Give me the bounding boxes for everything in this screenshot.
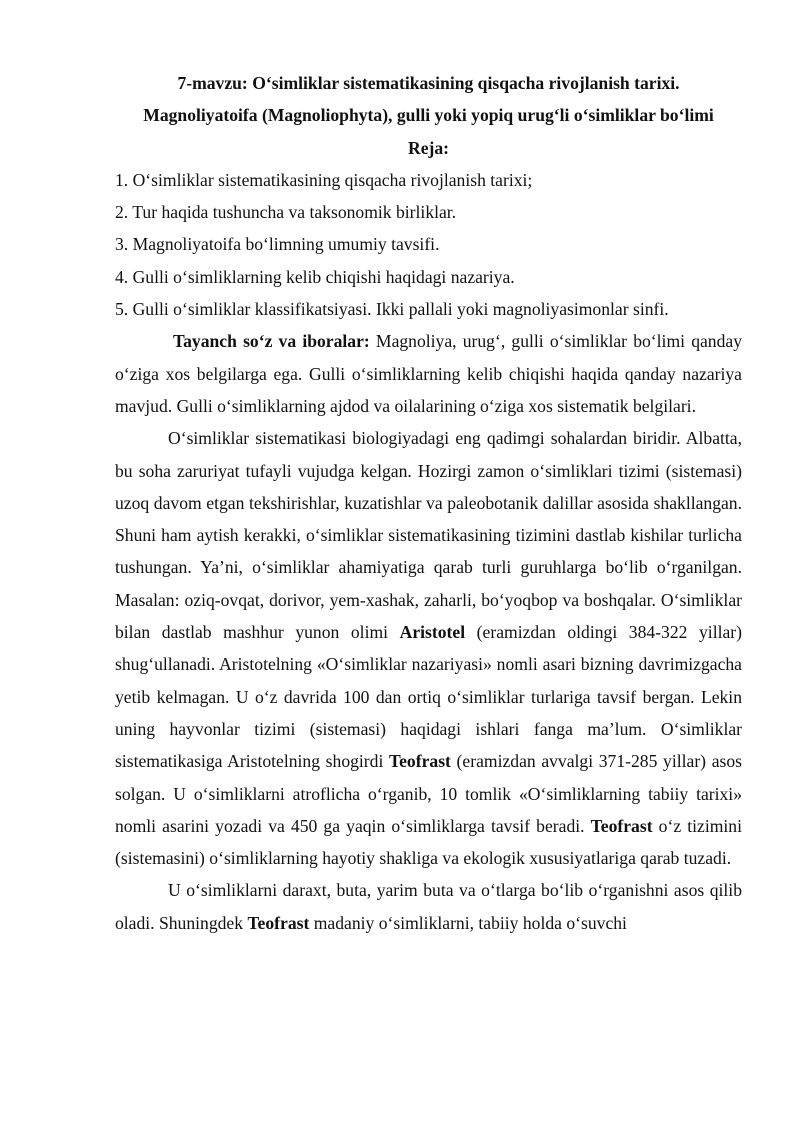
plan-item: 5. Gulli o‘simliklar klassifikatsiyasi. Ikki pallali yoki magnoliyasimonlar sinfi. (115, 299, 669, 320)
paragraph-text: madaniy o‘simliklarni, tabiiy holda o‘suvchi (309, 912, 627, 933)
name-teofrast: Teofrast (247, 912, 310, 933)
name-teofrast: Teofrast (590, 815, 653, 836)
name-aristotel: Aristotel (399, 622, 466, 643)
page-title-line-1: 7-mavzu: O‘simliklar sistematikasining qisqacha rivojlanish tarixi. (177, 73, 680, 93)
plan-list (115, 164, 742, 325)
keywords-label: Tayanch so‘z va iboralar: (173, 331, 370, 352)
name-teofrast: Teofrast (389, 751, 451, 772)
paragraph-text: U o‘simliklarni daraxt, buta, yarim buta va o‘tlarga bo‘lib o‘rganishni asos qilib oladi. Shuningdek (115, 880, 742, 933)
page-title-line-2: Magnoliyatoifa (Magnoliophyta), gulli yoki yopiq urug‘li o‘simliklar bo‘limi (143, 105, 714, 126)
keywords-paragraph (115, 325, 742, 422)
body-paragraph-2 (115, 874, 742, 939)
plan-heading: Reja: (407, 137, 450, 158)
document-page (115, 67, 742, 939)
plan-item: 2. Tur haqida tushuncha va taksonomik birliklar. (115, 202, 457, 223)
paragraph-text: (eramizdan oldingi 384-322 yillar) shug‘ullanadi. Aristotelning «O‘simliklar nazariyasi» nomli asari bizning davrimizgacha yetib kelmagan. U o‘z davrida 100 dan ortiq o‘simliklar turlariga tavsif bergan. Lekin uning hayvonlar tizimi (sistemasi) haqidagi ishlari fanga ma’lum. O‘simliklar sistematikasiga Aristotelning shogirdi (115, 622, 742, 772)
plan-item: 3. Magnoliyatoifa bo‘limning umumiy tavsifi. (115, 234, 440, 255)
paragraph-text: o‘z tizimini (sistemasini) o‘simliklarning hayotiy shakliga va ekologik xususiyatlariga qarab tuzadi. (115, 815, 742, 869)
paragraph-text: (eramizdan avvalgi 371-285 yillar) asos solgan. U o‘simliklarni atroflicha o‘rganib, 10 tomlik «O‘simliklarning tabiiy tarixi» nomli asarini yozadi va 450 ga yaqin o‘simliklarga tavsif beradi. (115, 751, 742, 836)
keywords-text: Magnoliya, urug‘, gulli o‘simliklar bo‘limi qanday o‘ziga xos belgilarga ega. Gulli o‘simliklarning kelib chiqishi haqida qanday nazariya mavjud. Gulli o‘simliklarning ajdod va oilalarining o‘ziga xos sistematik belgilari. (115, 331, 742, 416)
paragraph-text: O‘simliklar sistematikasi biologiyadagi eng qadimgi sohalardan biridir. Albatta, bu soha zaruriyat tufayli vujudga kelgan. Hozirgi zamon o‘simliklari tizimi (sistemasi) uzoq davom etgan tekshirishlar, kuzatishlar va paleobotanik dalillar asosida shakllangan. Shuni ham aytish kerakki, o‘simliklar sistematikasining tizimini dastlab kishilar turlicha tushungan. Ya’ni, o‘simliklar ahamiyatiga qarab turli guruhlarga bo‘lib o‘rganilgan. Masalan: oziq-ovqat, dorivor, yem-xashak, zaharli, bo‘yoqbop va boshqalar. O‘simliklar bilan dastlab mashhur yunon olimi (115, 428, 742, 643)
plan-item: 1. O‘simliklar sistematikasining qisqacha rivojlanish tarixi; (115, 169, 533, 190)
body-paragraph-1 (115, 422, 742, 874)
plan-item: 4. Gulli o‘simliklarning kelib chiqishi haqidagi nazariya. (115, 266, 515, 287)
